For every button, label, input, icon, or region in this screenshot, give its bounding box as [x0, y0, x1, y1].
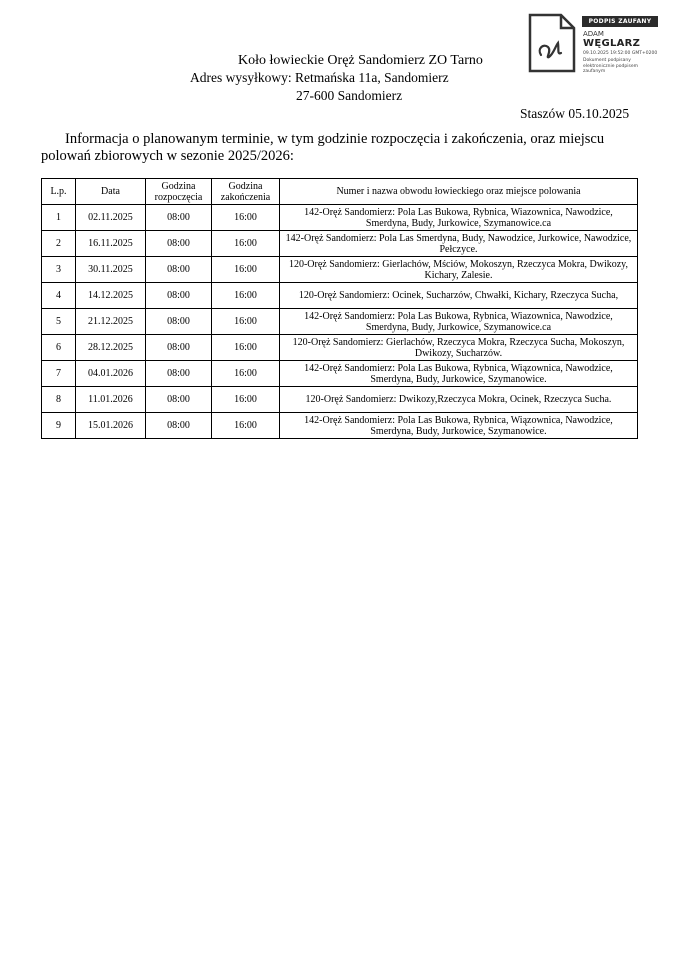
cell-end: 16:00 [212, 387, 280, 413]
cell-place: 142-Oręż Sandomierz: Pola Las Bukowa, Rybnica, Wiązownica, Nawodzice, Smerdyna, Budy, Jurkowice, Szymanowice. [280, 361, 638, 387]
cell-start: 08:00 [146, 205, 212, 231]
header-date: Data [76, 179, 146, 205]
cell-end: 16:00 [212, 257, 280, 283]
table-header-row [42, 179, 638, 205]
cell-lp: 9 [42, 413, 76, 439]
header-end-time: Godzina zakończenia [212, 179, 280, 205]
cell-place: 120-Oręż Sandomierz: Gierlachów, Rzeczyca Mokra, Rzeczyca Sucha, Mokoszyn, Dwikozy, Sucharzów. [280, 335, 638, 361]
cell-lp: 3 [42, 257, 76, 283]
table-row [42, 361, 638, 387]
header-start-time: Godzina rozpoczęcia [146, 179, 212, 205]
cell-date: 14.12.2025 [76, 283, 146, 309]
intro-text: Informacja o planowanym terminie, w tym godzinie rozpoczęcia i zakończenia, oraz miejscu polowań zbiorowych w sezonie 2025/2026: [41, 131, 605, 164]
cell-date: 28.12.2025 [76, 335, 146, 361]
cell-lp: 2 [42, 231, 76, 257]
cell-place: 142-Oręż Sandomierz: Pola Las Smerdyna, Budy, Nawodzice, Jurkowice, Nawodzice, Pełczyce. [280, 231, 638, 257]
cell-lp: 4 [42, 283, 76, 309]
cell-end: 16:00 [212, 335, 280, 361]
cell-lp: 6 [42, 335, 76, 361]
table-row [42, 335, 638, 361]
table-row [42, 309, 638, 335]
cell-place: 142-Oręż Sandomierz: Pola Las Bukowa, Rybnica, Wiazownica, Nawodzice, Smerdyna, Budy, Jurkowice, Szymanowice.ca [280, 205, 638, 231]
cell-start: 08:00 [146, 387, 212, 413]
cell-lp: 8 [42, 387, 76, 413]
organization-name: Koło łowieckie Oręż Sandomierz ZO Tarno [238, 53, 483, 68]
signer-last-name: WĘGLARZ [583, 38, 641, 49]
cell-start: 08:00 [146, 335, 212, 361]
cell-date: 04.01.2026 [76, 361, 146, 387]
mailing-address: Adres wysyłkowy: Retmańska 11a, Sandomierz [190, 70, 449, 85]
intro-paragraph [41, 131, 641, 165]
cell-date: 30.11.2025 [76, 257, 146, 283]
cell-end: 16:00 [212, 361, 280, 387]
signature-badge: PODPIS ZAUFANY [582, 16, 658, 27]
cell-end: 16:00 [212, 309, 280, 335]
cell-lp: 1 [42, 205, 76, 231]
cell-start: 08:00 [146, 257, 212, 283]
cell-date: 02.11.2025 [76, 205, 146, 231]
table-row [42, 387, 638, 413]
cell-end: 16:00 [212, 231, 280, 257]
cell-lp: 7 [42, 361, 76, 387]
cell-place: 120-Oręż Sandomierz: Dwikozy,Rzeczyca Mokra, Ocinek, Rzeczyca Sucha. [280, 387, 638, 413]
header-place: Numer i nazwa obwodu łowieckiego oraz miejsce polowania [280, 179, 638, 205]
cell-start: 08:00 [146, 309, 212, 335]
cell-end: 16:00 [212, 413, 280, 439]
cell-start: 08:00 [146, 413, 212, 439]
hunting-schedule-table [41, 178, 638, 439]
cell-end: 16:00 [212, 283, 280, 309]
cell-date: 21.12.2025 [76, 309, 146, 335]
signer-first-name: ADAM [583, 30, 604, 38]
signed-document-icon [527, 13, 577, 73]
cell-date: 15.01.2026 [76, 413, 146, 439]
table-row [42, 231, 638, 257]
cell-place: 120-Oręż Sandomierz: Gierlachów, Mściów, Mokoszyn, Rzeczyca Mokra, Dwikozy, Kichary, Zalesie. [280, 257, 638, 283]
cell-start: 08:00 [146, 361, 212, 387]
cell-place: 120-Oręż Sandomierz: Ocinek, Sucharzów, Chwałki, Kichary, Rzeczyca Sucha, [280, 283, 638, 309]
cell-start: 08:00 [146, 283, 212, 309]
cell-place: 142-Oręż Sandomierz: Pola Las Bukowa, Rybnica, Wiazownica, Nawodzice, Smerdyna, Budy, Jurkowice, Szymanowice.ca [280, 309, 638, 335]
table-row [42, 413, 638, 439]
cell-date: 16.11.2025 [76, 231, 146, 257]
signature-timestamp: 09.10.2025 19:52:00 GMT+0200 [583, 51, 658, 56]
trusted-signature-stamp [527, 13, 659, 75]
cell-place: 142-Oręż Sandomierz: Pola Las Bukowa, Rybnica, Wiązownica, Nawodzice, Smerdyna, Budy, Jurkowice, Szymanowice. [280, 413, 638, 439]
table-row [42, 205, 638, 231]
cell-start: 08:00 [146, 231, 212, 257]
cell-end: 16:00 [212, 205, 280, 231]
postal-city: 27-600 Sandomierz [296, 88, 403, 103]
cell-date: 11.01.2026 [76, 387, 146, 413]
table-row [42, 257, 638, 283]
signature-note: Dokument podpisany elektronicznie podpisem zaufanym [583, 58, 638, 74]
table-row [42, 283, 638, 309]
place-and-date: Staszów 05.10.2025 [520, 106, 630, 121]
cell-lp: 5 [42, 309, 76, 335]
header-lp: L.p. [42, 179, 76, 205]
